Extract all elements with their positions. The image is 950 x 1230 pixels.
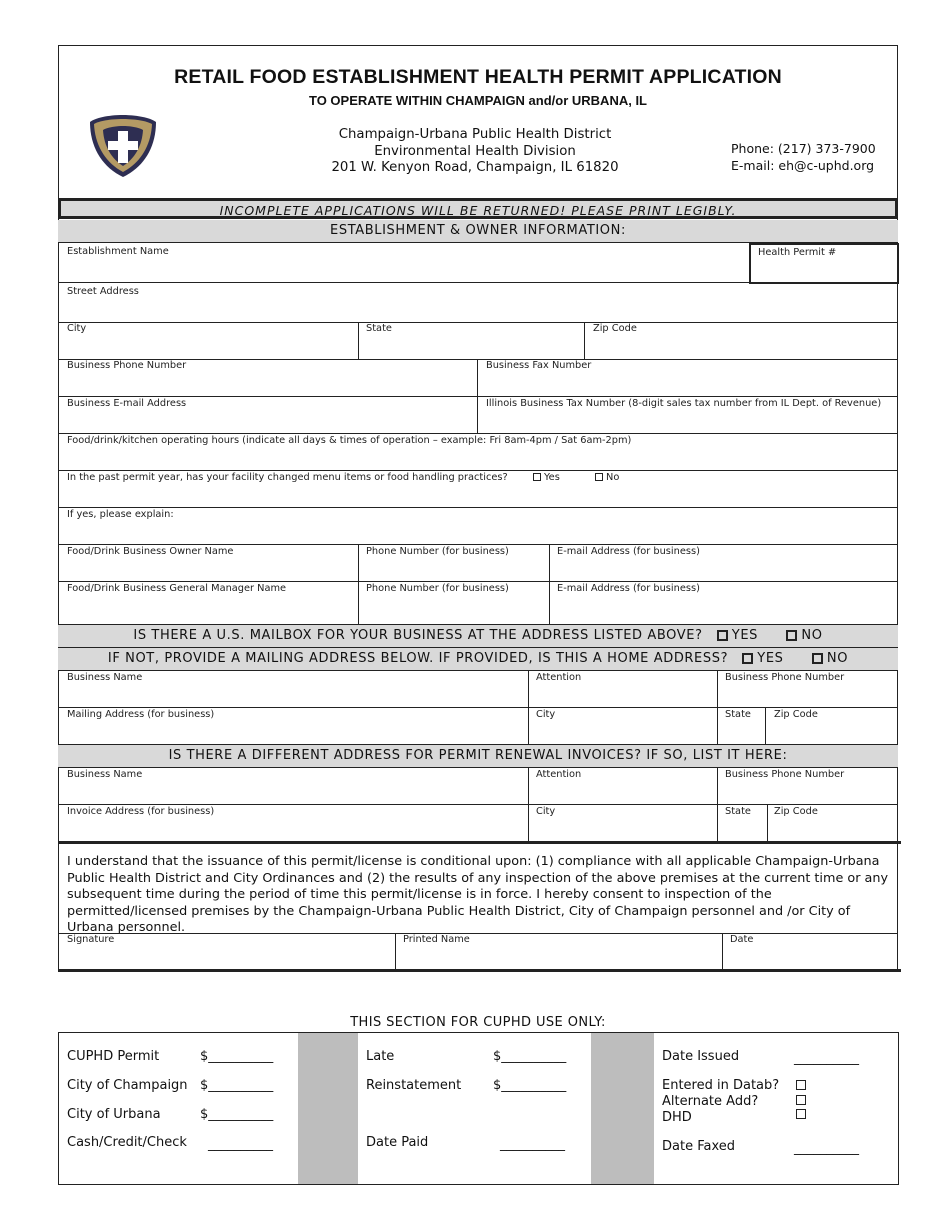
menu-change-no[interactable]	[595, 472, 619, 483]
mailbox-no-label: NO	[801, 628, 823, 643]
contact-email: E-mail: eh@c-uphd.org	[731, 157, 875, 173]
owner-email-field[interactable]: E-mail Address (for business)	[557, 546, 700, 557]
date-faxed-blank[interactable]: __________	[794, 1141, 859, 1156]
invoice-business-name-field[interactable]: Business Name	[67, 769, 143, 780]
mailbox-no[interactable]	[786, 628, 822, 643]
manager-name-field[interactable]: Food/Drink Business General Manager Name	[67, 583, 287, 594]
entered-datab-label: Entered in Datab?	[662, 1078, 780, 1093]
menu-change-yes[interactable]	[533, 472, 560, 483]
home-address-yes[interactable]	[742, 651, 783, 666]
business-phone-field[interactable]: Business Phone Number	[67, 360, 187, 371]
business-email-field[interactable]: Business E-mail Address	[67, 398, 187, 409]
health-permit-label: Health Permit #	[758, 247, 837, 258]
office-divider-1	[298, 1033, 358, 1184]
printed-name-field[interactable]: Printed Name	[403, 934, 470, 945]
invoice-state-field[interactable]: State	[725, 806, 751, 817]
form-frame	[58, 45, 898, 971]
health-permit-box[interactable]	[749, 243, 899, 284]
establishment-name-field[interactable]: Establishment Name	[67, 246, 169, 257]
late-amount[interactable]: $__________	[493, 1049, 567, 1064]
invoice-address-field[interactable]: Invoice Address (for business)	[67, 806, 215, 817]
date-issued-label: Date Issued	[662, 1049, 740, 1064]
menu-change-no-label: No	[606, 472, 620, 483]
invoice-question-bar: IS THERE A DIFFERENT ADDRESS FOR PERMIT RENEWAL INVOICES? IF SO, LIST IT HERE:	[58, 745, 898, 767]
business-fax-field[interactable]: Business Fax Number	[486, 360, 592, 371]
owner-name-field[interactable]: Food/Drink Business Owner Name	[67, 546, 234, 557]
contact-phone: Phone: (217) 373-7900	[731, 141, 876, 156]
mailing-address-field[interactable]: Mailing Address (for business)	[67, 709, 215, 720]
manager-phone-field[interactable]: Phone Number (for business)	[366, 583, 509, 594]
checkbox-icon[interactable]	[742, 653, 753, 664]
tax-number-field[interactable]: Illinois Business Tax Number (8-digit sales tax number from IL Dept. of Revenue)	[486, 398, 882, 409]
mailbox-yes[interactable]	[717, 628, 758, 643]
invoice-city-field[interactable]: City	[536, 806, 556, 817]
office-use-title: THIS SECTION FOR CUPHD USE ONLY:	[350, 1015, 606, 1030]
cuphd-permit-label: CUPHD Permit	[67, 1049, 160, 1064]
menu-change-question: In the past permit year, has your facility changed menu items or food handling practices?	[67, 472, 508, 483]
office-divider-2	[591, 1033, 654, 1184]
org-name: Champaign-Urbana Public Health District	[338, 127, 612, 142]
form-title: RETAIL FOOD ESTABLISHMENT HEALTH PERMIT APPLICATION	[174, 66, 782, 88]
org-street: 201 W. Kenyon Road, Champaign, IL 61820	[331, 160, 619, 175]
checkbox-icon[interactable]	[595, 473, 603, 481]
invoice-business-phone-field[interactable]: Business Phone Number	[725, 769, 845, 780]
zip-field[interactable]: Zip Code	[593, 323, 637, 334]
state-field[interactable]: State	[366, 323, 392, 334]
org-division: Environmental Health Division	[374, 143, 576, 159]
notice-bar: INCOMPLETE APPLICATIONS WILL BE RETURNED! PLEASE PRINT LEGIBLY.	[58, 198, 898, 219]
date-issued-blank[interactable]: __________	[794, 1051, 859, 1066]
city-champaign-label: City of Champaign	[67, 1078, 188, 1093]
date-faxed-label: Date Faxed	[662, 1139, 735, 1154]
mailing-business-phone-field[interactable]: Business Phone Number	[725, 672, 845, 683]
mailing-question-bar	[58, 648, 898, 670]
section-header-establishment: ESTABLISHMENT & OWNER INFORMATION:	[58, 220, 898, 242]
operating-hours-field[interactable]: Food/drink/kitchen operating hours (indicate all days & times of operation – example: Fri 8am-4pm / Sat 6am-2pm)	[67, 435, 632, 446]
alternate-add-checkbox[interactable]	[796, 1095, 806, 1105]
home-address-no-label: NO	[826, 651, 849, 666]
signature-field[interactable]: Signature	[67, 934, 115, 945]
mailing-zip-field[interactable]: Zip Code	[774, 709, 818, 720]
checkbox-icon[interactable]	[786, 630, 797, 641]
mailbox-question: IS THERE A U.S. MAILBOX FOR YOUR BUSINESS AT THE ADDRESS LISTED ABOVE?	[133, 628, 703, 643]
city-urbana-label: City of Urbana	[67, 1107, 161, 1122]
mailing-attention-field[interactable]: Attention	[536, 672, 582, 683]
office-use-box	[58, 1032, 899, 1185]
invoice-attention-field[interactable]: Attention	[536, 769, 582, 780]
owner-phone-field[interactable]: Phone Number (for business)	[366, 546, 509, 557]
explain-field[interactable]: If yes, please explain:	[67, 509, 174, 520]
date-field[interactable]: Date	[730, 934, 754, 945]
mailing-business-name-field[interactable]: Business Name	[67, 672, 143, 683]
city-champaign-amount[interactable]: $__________	[200, 1078, 274, 1093]
alternate-add-label: Alternate Add?	[662, 1094, 759, 1109]
menu-change-yes-label: Yes	[544, 472, 560, 483]
mailing-question: IF NOT, PROVIDE A MAILING ADDRESS BELOW. IF PROVIDED, IS THIS A HOME ADDRESS?	[107, 651, 729, 666]
entered-datab-checkbox[interactable]	[796, 1080, 806, 1090]
checkbox-icon[interactable]	[717, 630, 728, 641]
date-paid-label: Date Paid	[366, 1135, 429, 1150]
city-urbana-amount[interactable]: $__________	[200, 1107, 274, 1122]
home-address-yes-label: YES	[757, 651, 784, 666]
reinstatement-amount[interactable]: $__________	[493, 1078, 567, 1093]
cash-credit-check-label: Cash/Credit/Check	[67, 1135, 187, 1150]
dhd-checkbox[interactable]	[796, 1109, 806, 1119]
checkbox-icon[interactable]	[533, 473, 541, 481]
cash-credit-check-blank[interactable]: __________	[208, 1137, 273, 1152]
date-paid-blank[interactable]: __________	[500, 1137, 565, 1152]
invoice-zip-field[interactable]: Zip Code	[774, 806, 818, 817]
cuphd-shield-cross-icon	[88, 113, 158, 179]
home-address-no[interactable]	[812, 651, 848, 666]
consent-statement: I understand that the issuance of this permit/license is conditional upon: (1) compliance with all applicable Champaign-Urbana Public Health District and City Ordinances and (2) the results of any inspection of the above premises at the current time or any subsequent time during the period of time this permit/license is in force. I hereby consent to inspection of the permitted/licensed premises by the Champaign-Urbana Public Health District, City of Champaign personnel and /or City of Urbana personnel.	[67, 854, 889, 935]
street-address-field[interactable]: Street Address	[67, 286, 139, 297]
dhd-label: DHD	[662, 1110, 692, 1125]
mailing-state-field[interactable]: State	[725, 709, 751, 720]
late-label: Late	[366, 1049, 395, 1064]
contact-info	[731, 141, 876, 174]
cuphd-permit-amount[interactable]: $__________	[200, 1049, 274, 1064]
checkbox-icon[interactable]	[812, 653, 823, 664]
mailbox-yes-label: YES	[731, 628, 759, 643]
reinstatement-label: Reinstatement	[366, 1078, 462, 1093]
mailbox-question-bar	[58, 625, 898, 647]
org-address	[310, 127, 640, 177]
form-subtitle: TO OPERATE WITHIN CHAMPAIGN and/or URBANA, IL	[309, 93, 647, 108]
city-field[interactable]: City	[67, 323, 87, 334]
manager-email-field[interactable]: E-mail Address (for business)	[557, 583, 700, 594]
mailing-city-field[interactable]: City	[536, 709, 556, 720]
